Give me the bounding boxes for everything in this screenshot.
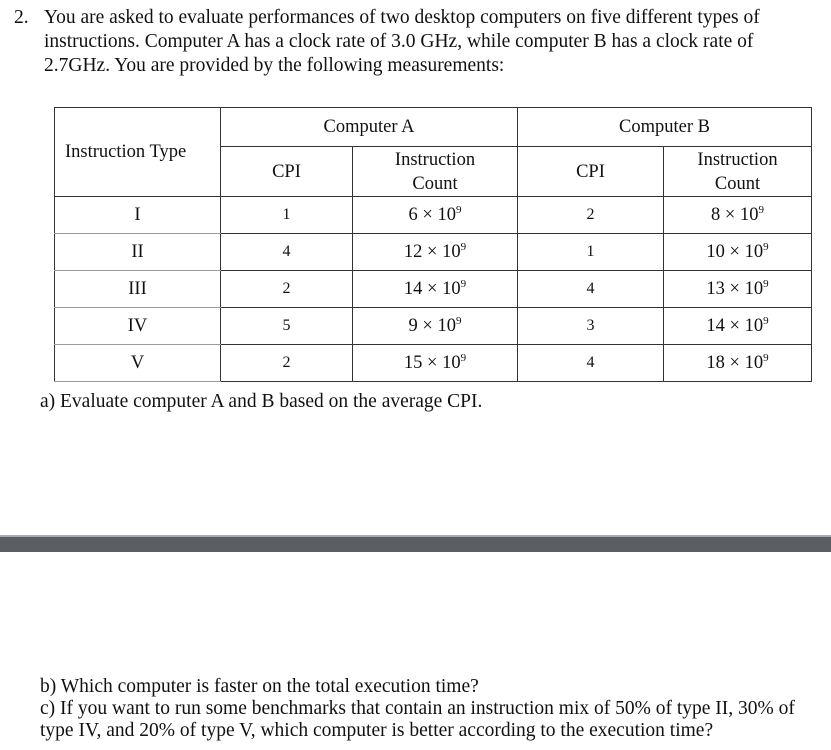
exponent: 9 — [460, 277, 467, 290]
cell-a-count: $6 \times 10^9$ — [353, 197, 518, 234]
exponent: 9 — [460, 351, 467, 364]
cell-instruction-type: IV — [55, 308, 221, 345]
cell-b-cpi: 4 — [518, 345, 664, 382]
measurements-table — [54, 107, 812, 382]
header-a-instruction-count: Instruction Count — [353, 147, 518, 197]
part-bc-block — [40, 676, 820, 742]
cell-a-cpi: 5 — [221, 308, 353, 345]
cell-a-cpi: 4 — [221, 234, 353, 271]
cell-a-cpi: 2 — [221, 271, 353, 308]
table-row — [55, 197, 812, 234]
cell-b-cpi: 3 — [518, 308, 664, 345]
exponent: 9 — [455, 314, 462, 327]
table-row — [55, 234, 812, 271]
header-instruction-type: Instruction Type — [55, 108, 221, 197]
cell-b-count: $10 \times 10^9$ — [664, 234, 812, 271]
cell-b-cpi: 2 — [518, 197, 664, 234]
cell-a-count: $14 \times 10^9$ — [353, 271, 518, 308]
cell-b-cpi: 4 — [518, 271, 664, 308]
header-a-cpi: CPI — [221, 147, 353, 197]
cell-b-cpi: 1 — [518, 234, 664, 271]
header-computer-a: Computer A — [221, 108, 518, 147]
cell-a-count: $15 \times 10^9$ — [353, 345, 518, 382]
table-row — [55, 308, 812, 345]
header-computer-b: Computer B — [518, 108, 812, 147]
exponent: 9 — [763, 277, 769, 290]
table-row — [55, 345, 812, 382]
exponent: 9 — [763, 240, 769, 253]
question-block — [14, 6, 814, 78]
part-c-question: c) If you want to run some benchmarks that contain an instruction mix of 50% of type II, 30% of type IV, and 20% of type V, which computer is better according to the execution time? — [40, 698, 795, 741]
cell-instruction-type: III — [55, 271, 221, 308]
cell-b-count: $8 \times 10^9$ — [664, 197, 812, 234]
cell-instruction-type: I — [55, 197, 221, 234]
exponent: 9 — [455, 203, 462, 216]
cell-a-cpi: 2 — [221, 345, 353, 382]
cell-a-count: $9 \times 10^9$ — [353, 308, 518, 345]
cell-a-count: $12 \times 10^9$ — [353, 234, 518, 271]
header-b-instruction-count: Instruction Count — [664, 147, 812, 197]
question-text: You are asked to evaluate performances of two desktop computers on five different types of instructions. Computer A has a clock rate of 3.0 GHz, while computer B has a clock rate of 2.7GHz. You are provided by the following measurements: — [44, 7, 760, 76]
cell-b-count: $18 \times 10^9$ — [664, 345, 812, 382]
exponent: 9 — [763, 314, 769, 327]
header-b-cpi: CPI — [518, 147, 664, 197]
exponent: 9 — [758, 203, 764, 216]
part-a-question: a) Evaluate computer A and B based on the average CPI. — [40, 391, 483, 412]
exponent: 9 — [460, 240, 467, 253]
cell-b-count: $13 \times 10^9$ — [664, 271, 812, 308]
cell-a-cpi: 1 — [221, 197, 353, 234]
cell-instruction-type: II — [55, 234, 221, 271]
cell-instruction-type: V — [55, 345, 221, 382]
cell-b-count: $14 \times 10^9$ — [664, 308, 812, 345]
question-number: 2. — [14, 7, 29, 28]
exponent: 9 — [763, 351, 769, 364]
table-row — [55, 271, 812, 308]
part-b-question: b) Which computer is faster on the total execution time? — [40, 676, 479, 697]
page-divider — [0, 537, 831, 552]
